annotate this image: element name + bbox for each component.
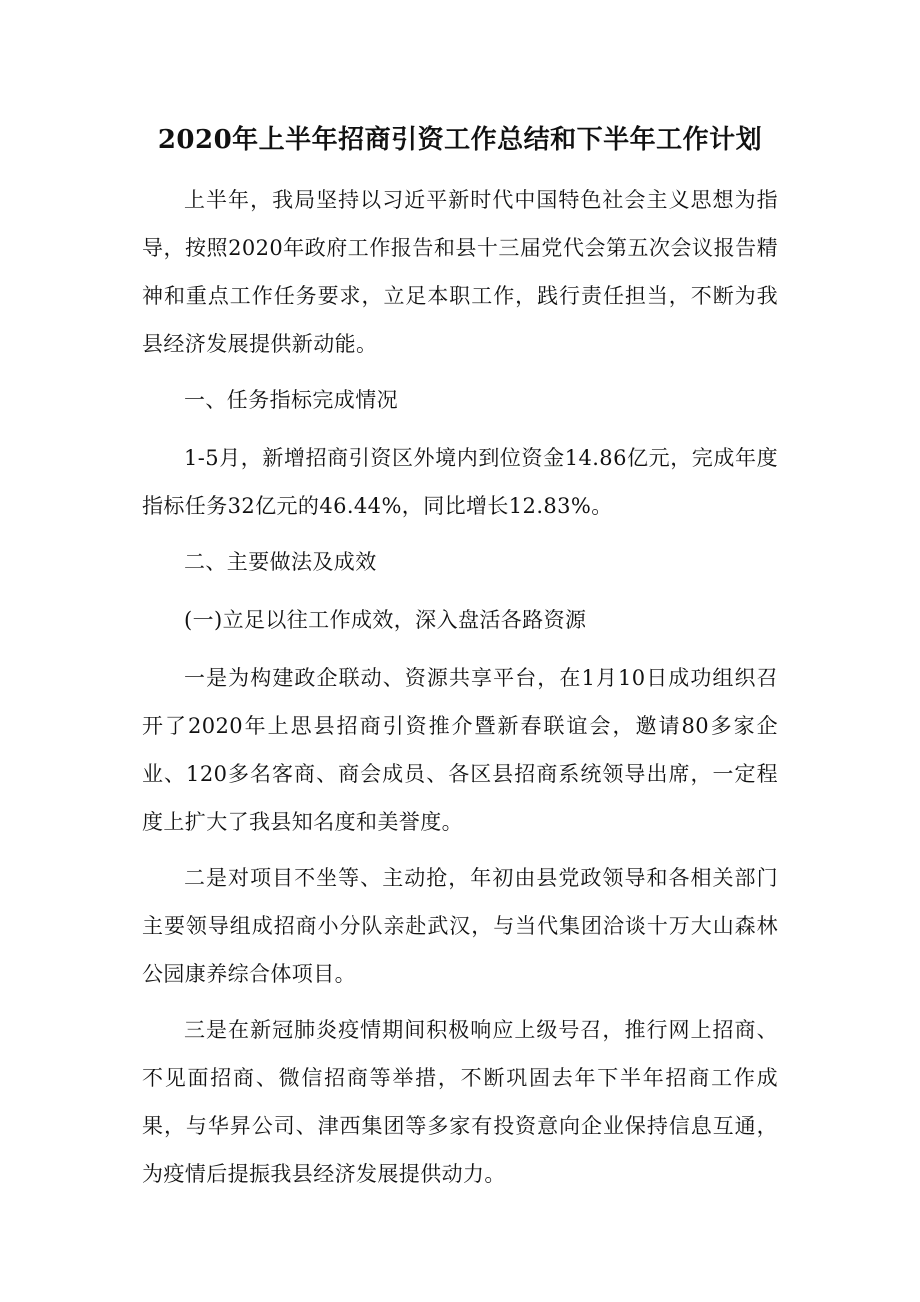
subsection-heading-resources: (一)立足以往工作成效，深入盘活各路资源 bbox=[184, 608, 587, 632]
practice-paragraph-one: 一是为构建政企联动、资源共享平台，在1月10日成功组织召开了2020年上思县招商引资推介暨新春联谊会，邀请80多家企业、120多名客商、商会成员、各区县招商系统领导出席，一定程度上扩大了我县知名度和美誉度。 bbox=[142, 666, 778, 834]
practice-paragraph-two: 二是对项目不坐等、主动抢，年初由县党政领导和各相关部门主要领导组成招商小分队亲赴武汉，与当代集团洽谈十万大山森林公园康养综合体项目。 bbox=[142, 866, 778, 986]
section-heading-main-practices: 二、主要做法及成效 bbox=[184, 550, 377, 574]
task-indicators-paragraph: 1-5月，新增招商引资区外境内到位资金14.86亿元，完成年度指标任务32亿元的46.44%，同比增长12.83%。 bbox=[142, 446, 778, 518]
intro-paragraph: 上半年，我局坚持以习近平新时代中国特色社会主义思想为指导，按照2020年政府工作报告和县十三届党代会第五次会议报告精神和重点工作任务要求，立足本职工作，践行责任担当，不断为我县经济发展提供新动能。 bbox=[142, 188, 778, 356]
document-title: 2020年上半年招商引资工作总结和下半年工作计划 bbox=[157, 125, 763, 155]
practice-paragraph-three: 三是在新冠肺炎疫情期间积极响应上级号召，推行网上招商、不见面招商、微信招商等举措，不断巩固去年下半年招商工作成果，与华昇公司、津西集团等多家有投资意向企业保持信息互通，为疫情后提振我县经济发展提供动力。 bbox=[142, 1018, 778, 1186]
section-heading-task-indicators: 一、任务指标完成情况 bbox=[184, 388, 398, 412]
